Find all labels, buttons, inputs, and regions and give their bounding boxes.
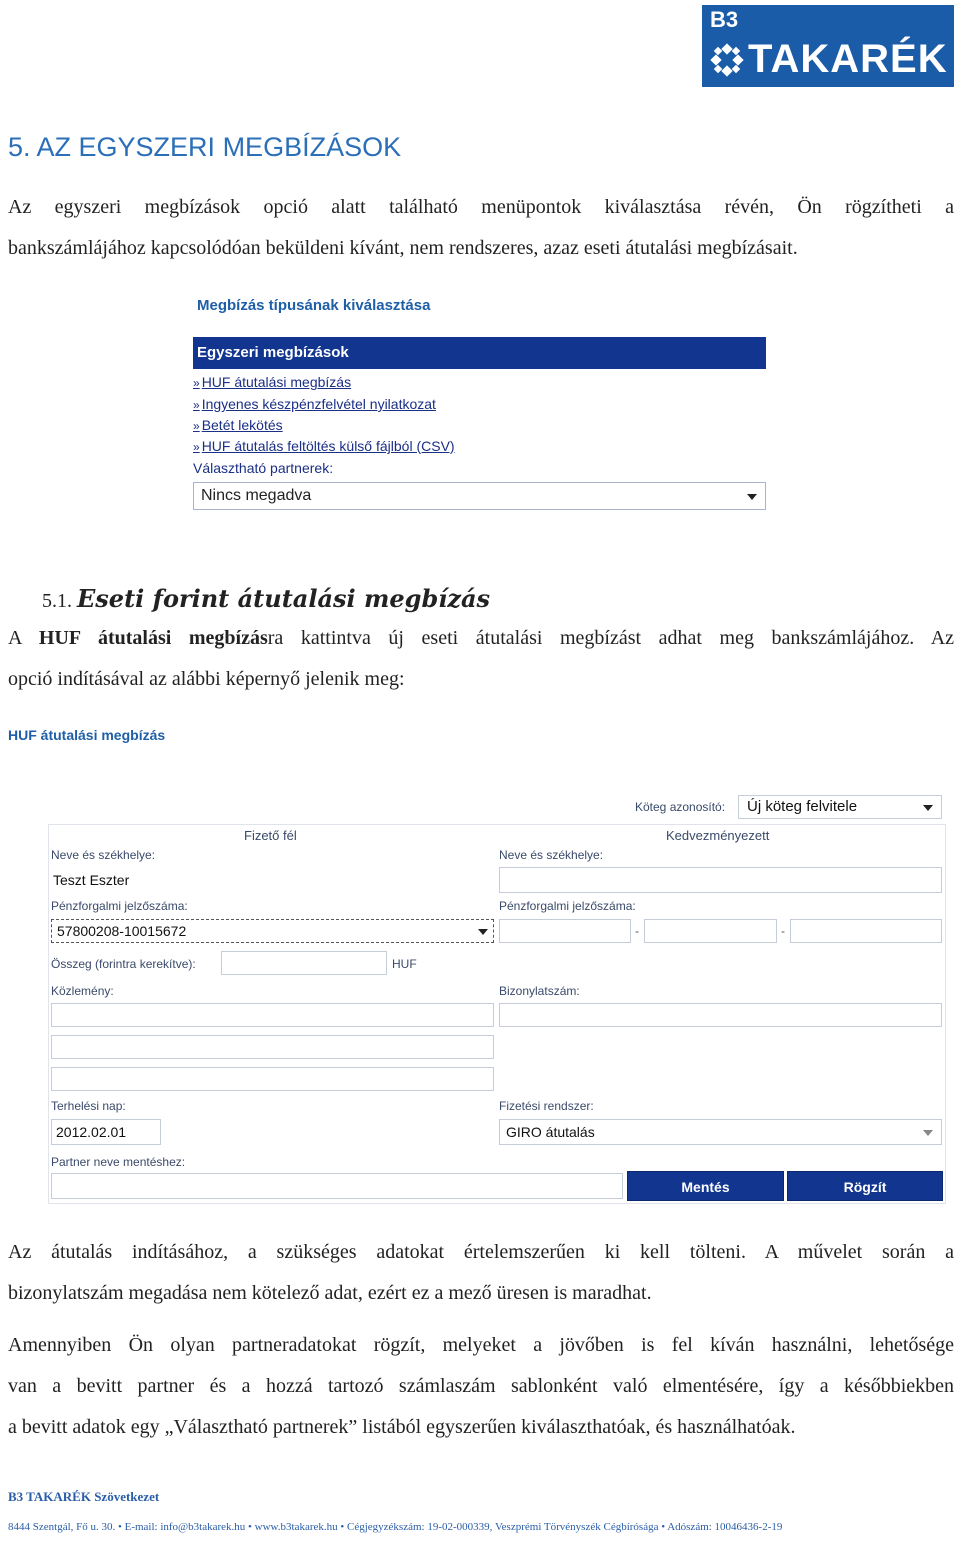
payment-system-value: GIRO átutalás (506, 1124, 595, 1140)
p2-b: ra kattintva új eseti átutalási megbízást adhat meg bankszámlájához. Az (267, 627, 955, 649)
payment-system-label: Fizetési rendszer: (499, 1099, 594, 1113)
logo-star-icon (710, 43, 744, 77)
comment-input-3[interactable] (51, 1067, 494, 1091)
footer-details: 8444 Szentgál, Fő u. 30. • E-mail: info@b3takarek.hu • www.b3takarek.hu • Cégjegyzékszám: 19-02-000339, Veszprémi Törvényszék Cégbírósága • Adószám: 10046436-2-19 (8, 1521, 783, 1533)
p3-line-1: Az átutalás indításához, a szükséges adatokat értelemszerűen ki kell tölteni. A művelet során a (8, 1241, 954, 1263)
comment-input-2[interactable] (51, 1035, 494, 1059)
currency-label: HUF (392, 957, 417, 971)
link-deposit[interactable] (193, 417, 283, 433)
huf-transfer-title: HUF átutalási megbízás (8, 727, 166, 743)
payer-account-label: Pénzforgalmi jelzőszáma: (51, 899, 188, 913)
arrow-icon: » (193, 440, 200, 454)
p4-line-2: van a bevitt partner és a hozzá tartozó számlaszám sablonként való elmentésére, így a későbbiekben (8, 1375, 954, 1397)
payee-account-label: Pénzforgalmi jelzőszáma: (499, 899, 636, 913)
subsection-title: Eseti forint átutalási megbízás (77, 584, 491, 613)
link-csv-upload[interactable] (193, 438, 455, 454)
intro-line-2: bankszámlájához kapcsolódóan beküldeni kívánt, nem rendszeres, azaz eseti átutalási megbízásait. (8, 237, 798, 259)
chevron-down-icon (747, 494, 757, 500)
payee-name-label: Neve és székhelye: (499, 848, 604, 862)
payer-account-value: 57800208-10015672 (57, 923, 187, 939)
section-heading: 5. AZ EGYSZERI MEGBÍZÁSOK (8, 132, 402, 162)
comment-label: Közlemény: (51, 984, 114, 998)
subsection-number: 5.1. (42, 590, 72, 612)
partner-save-label: Partner neve mentéshez: (51, 1155, 186, 1169)
debit-date-value: 2012.02.01 (56, 1124, 127, 1140)
p2-bold: HUF átutalási megbízás (38, 627, 268, 649)
payer-header: Fizető fél (244, 828, 297, 843)
payer-name-value: Teszt Eszter (53, 872, 130, 888)
link-huf-transfer[interactable] (193, 374, 351, 390)
p3-line-2: bizonylatszám megadása nem kötelező adat, ezért ez a mező üresen is maradhat. (8, 1282, 652, 1304)
comment-input-1[interactable] (51, 1003, 494, 1027)
intro-line-1: Az egyszeri megbízások opció alatt található menüpontok kiválasztása révén, Ön rögzítheti a (8, 196, 954, 218)
arrow-icon: » (193, 398, 200, 412)
arrow-icon: » (193, 376, 200, 390)
payer-name-label: Neve és székhelye: (51, 848, 156, 862)
p2-line-1 (8, 618, 954, 659)
amount-input[interactable] (221, 951, 387, 975)
payee-name-input[interactable] (499, 867, 942, 893)
link-label: Ingyenes készpénzfelvétel nyilatkozat (201, 396, 436, 412)
payment-system-select[interactable] (499, 1119, 942, 1145)
chevron-down-icon (478, 929, 488, 935)
order-type-title: Megbízás típusának kiválasztása (197, 297, 431, 314)
p4-line-3: a bevitt adatok egy „Választható partnerek” listából egyszerűen kiválaszthatóak, és használhatóak. (8, 1416, 796, 1438)
link-cash-withdrawal[interactable] (193, 396, 436, 412)
payee-account-part-3[interactable] (790, 919, 942, 943)
logo-name (710, 37, 948, 82)
payee-account-part-1[interactable] (499, 919, 631, 943)
receipt-number-input[interactable] (499, 1003, 942, 1027)
one-time-orders-bar: Egyszeri megbízások (193, 337, 766, 369)
batch-id-label: Köteg azonosító: (635, 800, 726, 814)
debit-date-label: Terhelési nap: (51, 1099, 126, 1113)
p2-a: A (8, 627, 39, 649)
subsection-heading (42, 584, 490, 613)
partner-select-value: Nincs megadva (201, 487, 312, 504)
b3-takarek-logo (702, 5, 954, 87)
arrow-icon: » (193, 419, 200, 433)
logo-b3-text: B3 (710, 7, 739, 32)
debit-date-input[interactable] (51, 1119, 161, 1145)
p4-line-1: Amennyiben Ön olyan partneradatokat rögzít, melyeket a jövőben is fel kíván használni, lehetősége (8, 1334, 954, 1356)
partner-save-input[interactable] (51, 1173, 623, 1199)
payee-account-part-2[interactable] (644, 919, 777, 943)
record-button[interactable]: Rögzít (787, 1171, 943, 1201)
batch-id-value: Új köteg felvitele (747, 798, 858, 815)
save-button[interactable]: Mentés (627, 1171, 784, 1201)
amount-label: Összeg (forintra kerekítve): (51, 957, 196, 971)
chevron-down-icon (923, 805, 933, 811)
link-label: Betét lekötés (201, 417, 283, 433)
link-label: HUF átutalási megbízás (201, 374, 352, 390)
link-label: HUF átutalás feltöltés külső fájlból (CSV) (201, 438, 455, 454)
batch-id-select[interactable] (738, 795, 942, 819)
payee-header: Kedvezményezett (666, 828, 770, 843)
partner-select[interactable] (193, 482, 766, 510)
p2-line-2: opció indításával az alábbi képernyő jelenik meg: (8, 668, 405, 690)
footer-org: B3 TAKARÉK Szövetkezet (8, 1489, 160, 1504)
logo-name-text: TAKARÉK (748, 37, 948, 81)
account-dash-1: - (635, 924, 639, 938)
account-dash-2: - (781, 924, 785, 938)
chevron-down-icon (923, 1130, 933, 1136)
payer-account-select[interactable] (51, 919, 494, 943)
receipt-number-label: Bizonylatszám: (499, 984, 580, 998)
partner-label: Választható partnerek: (193, 460, 334, 476)
